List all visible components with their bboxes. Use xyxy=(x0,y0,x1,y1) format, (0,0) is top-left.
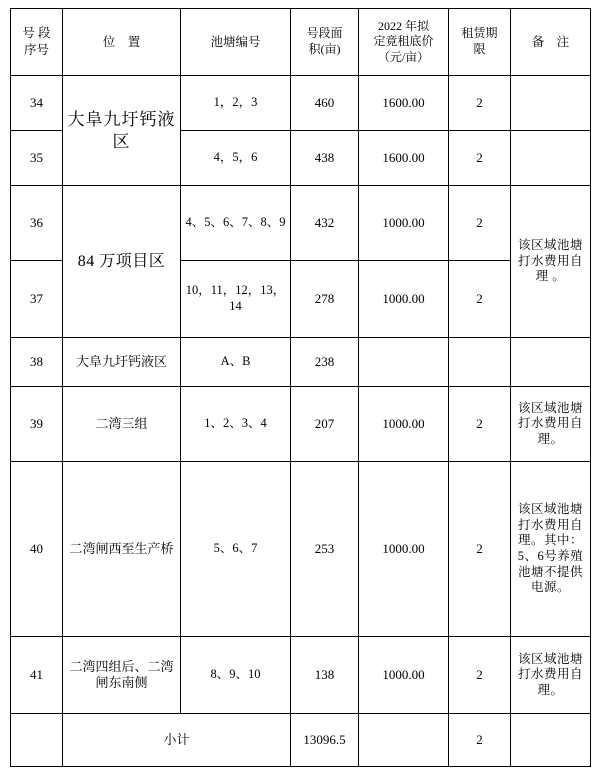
cell-term xyxy=(449,338,511,387)
cell-area: 253 xyxy=(291,462,359,637)
cell-note: 该区域池塘打水费用自理。其中：5、6号养殖池塘不提供电源。 xyxy=(511,462,591,637)
cell-price: 1000.00 xyxy=(359,186,449,261)
cell-term: 2 xyxy=(449,637,511,714)
header-note xyxy=(511,9,591,76)
summary-note-empty xyxy=(511,714,591,767)
cell-pond-no: 1，2，3 xyxy=(181,76,291,131)
header-location-label: 位 置 xyxy=(102,34,141,49)
summary-area: 13096.5 xyxy=(291,714,359,767)
header-term-line2: 限 xyxy=(473,42,486,56)
cell-term: 2 xyxy=(449,131,511,186)
table-row xyxy=(11,186,591,261)
cell-pond-no: 4，5，6 xyxy=(181,131,291,186)
header-area-line2: 积(亩) xyxy=(308,42,341,56)
table-row xyxy=(11,76,591,131)
cell-seq: 36 xyxy=(11,186,63,261)
header-seq-line1: 号 段 xyxy=(22,26,51,41)
header-area xyxy=(291,9,359,76)
table-row xyxy=(11,338,591,387)
summary-row xyxy=(11,714,591,767)
cell-price: 1600.00 xyxy=(359,76,449,131)
header-seq-line2: 序号 xyxy=(23,43,49,57)
cell-term: 2 xyxy=(449,387,511,462)
cell-seq: 39 xyxy=(11,387,63,462)
cell-term: 2 xyxy=(449,261,511,338)
cell-price: 1000.00 xyxy=(359,387,449,462)
summary-label: 小计 xyxy=(63,714,291,767)
header-price-line3: （元/亩） xyxy=(377,49,430,64)
cell-pond-no: 1、2、3、4 xyxy=(181,387,291,462)
header-note-label: 备 注 xyxy=(531,34,570,49)
cell-pond-no: 5、6、7 xyxy=(181,462,291,637)
cell-term: 2 xyxy=(449,76,511,131)
header-area-line1: 号段面 xyxy=(306,26,343,41)
cell-location-merged: 大阜九圩钙液区 xyxy=(63,76,181,186)
cell-price xyxy=(359,338,449,387)
cell-term: 2 xyxy=(449,462,511,637)
table-row xyxy=(11,462,591,637)
cell-area: 432 xyxy=(291,186,359,261)
cell-seq: 34 xyxy=(11,76,63,131)
cell-term: 2 xyxy=(449,186,511,261)
lease-price-table xyxy=(10,8,591,767)
cell-price: 1000.00 xyxy=(359,637,449,714)
cell-price: 1000.00 xyxy=(359,261,449,338)
cell-price: 1000.00 xyxy=(359,462,449,637)
table-row xyxy=(11,387,591,462)
cell-seq: 40 xyxy=(11,462,63,637)
header-location xyxy=(63,9,181,76)
cell-location: 大阜九圩钙液区 xyxy=(63,338,181,387)
cell-note: 该区域池塘打水费用自理。 xyxy=(511,637,591,714)
cell-note xyxy=(511,76,591,131)
header-row xyxy=(11,9,591,76)
cell-note xyxy=(511,131,591,186)
cell-note-merged: 该区域池塘打水费用自理 。 xyxy=(511,186,591,338)
cell-pond-no: 10，11，12，13，14 xyxy=(181,261,291,338)
summary-seq-empty xyxy=(11,714,63,767)
cell-seq: 41 xyxy=(11,637,63,714)
header-term-line1: 租赁期 xyxy=(461,26,498,41)
cell-pond-no: 8、9、10 xyxy=(181,637,291,714)
table-row xyxy=(11,637,591,714)
cell-location: 二湾三组 xyxy=(63,387,181,462)
cell-seq: 37 xyxy=(11,261,63,338)
table-header xyxy=(11,9,591,76)
cell-note xyxy=(511,338,591,387)
cell-area: 138 xyxy=(291,637,359,714)
cell-area: 438 xyxy=(291,131,359,186)
header-pond-no xyxy=(181,9,291,76)
cell-area: 460 xyxy=(291,76,359,131)
cell-note: 该区域池塘打水费用自理。 xyxy=(511,387,591,462)
cell-seq: 35 xyxy=(11,131,63,186)
cell-seq: 38 xyxy=(11,338,63,387)
cell-location: 二湾四组后、二湾闸东南侧 xyxy=(63,637,181,714)
table-body xyxy=(11,76,591,767)
cell-area: 238 xyxy=(291,338,359,387)
cell-location: 二湾闸西至生产桥 xyxy=(63,462,181,637)
cell-pond-no: 4、5、6、7、8、9 xyxy=(181,186,291,261)
cell-area: 278 xyxy=(291,261,359,338)
summary-term: 2 xyxy=(449,714,511,767)
summary-price-empty xyxy=(359,714,449,767)
header-term xyxy=(449,9,511,76)
header-price-line1: 2022 年拟 xyxy=(377,18,429,33)
cell-pond-no: A、B xyxy=(181,338,291,387)
cell-area: 207 xyxy=(291,387,359,462)
header-seq xyxy=(11,9,63,76)
header-price-line2: 定竟租底价 xyxy=(373,34,434,49)
header-price xyxy=(359,9,449,76)
header-pond-no-label: 池塘编号 xyxy=(210,34,261,49)
cell-price: 1600.00 xyxy=(359,131,449,186)
cell-location-merged: 84 万项目区 xyxy=(63,186,181,338)
